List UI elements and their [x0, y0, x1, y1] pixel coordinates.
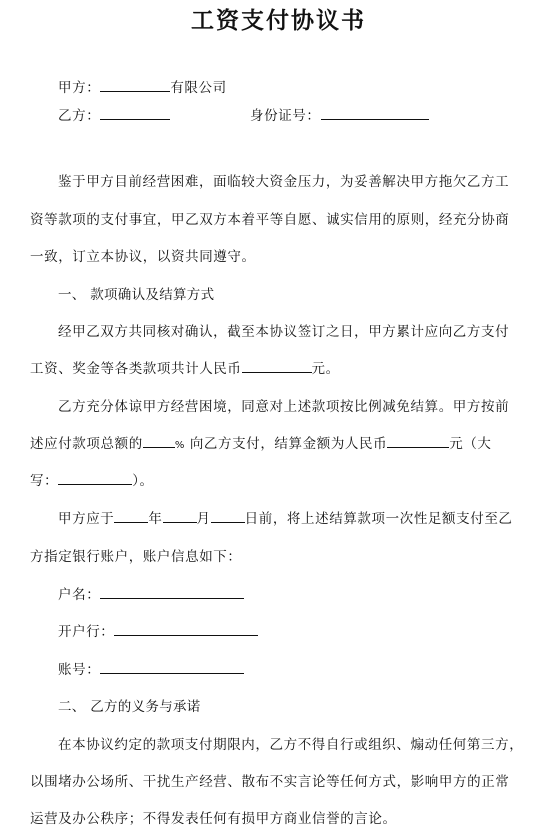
id-number-blank [321, 105, 429, 120]
party-a-blank [100, 77, 170, 92]
year-blank [114, 508, 148, 523]
party-a-label: 甲方： [58, 80, 101, 96]
intro-line-3: 一致，订立本协议，以资共同遵守。 [30, 249, 256, 265]
account-name-blank [100, 584, 244, 599]
party-b-blank [100, 105, 170, 120]
section-2-para-line-2: 以围堵办公场所、干扰生产经营、散布不实言论等任何方式，影响甲方的正常 [30, 774, 510, 790]
bank-line: 开户行： [58, 620, 258, 640]
document-title: 工资支付协议书 [191, 7, 366, 34]
account-number-line: 账号： [58, 658, 244, 678]
account-name-line: 户名： [58, 583, 244, 603]
section-1-para-3-line-1: 甲方应于 年 月 日前，将上述结算款项一次性足额支付至乙 [58, 507, 513, 527]
party-a-suffix: 有限公司 [170, 80, 227, 96]
intro-line-1: 鉴于甲方目前经营困难，面临较大资金压力，为妥善解决甲方拖欠乙方工 [58, 174, 510, 190]
id-number-label: 身份证号： [250, 108, 321, 124]
percent-blank [143, 433, 175, 448]
section-2-para-line-1: 在本协议约定的款项支付期限内，乙方不得自行或组织、煽动任何第三方， [58, 737, 524, 753]
section-1-heading: 一、 款项确认及结算方式 [58, 287, 215, 303]
section-1-para-1-line-2: 工资、奖金等各类款项共计人民币 元。 [30, 357, 340, 377]
settlement-amount-blank [387, 433, 449, 448]
section-1-para-2-line-3: 写： ）。 [30, 469, 154, 489]
account-number-blank [100, 659, 244, 674]
section-2-para-line-3: 运营及办公秩序；不得发表任何有损甲方商业信誉的言论。 [30, 811, 397, 827]
intro-line-2: 资等款项的支付事宜，甲乙双方本着平等自愿、诚实信用的原则，经充分协商 [30, 212, 510, 228]
section-1-para-1-line-1: 经甲乙双方共同核对确认，截至本协议签订之日，甲方累计应向乙方支付 [58, 324, 510, 340]
total-amount-blank [242, 358, 312, 373]
day-blank [211, 508, 245, 523]
amount-in-words-blank [58, 470, 132, 485]
section-1-para-3-line-2: 方指定银行账户，账户信息如下： [30, 549, 242, 565]
bank-blank [114, 621, 258, 636]
party-b-line [58, 104, 170, 124]
section-2-heading: 二、 乙方的义务与承诺 [58, 699, 201, 715]
party-a-line [58, 76, 227, 96]
month-blank [163, 508, 197, 523]
section-1-para-2-line-2: 述应付款项总额的 % 向乙方支付，结算金额为人民币 元（大 [30, 432, 492, 452]
id-number-line [250, 104, 429, 124]
section-1-para-2-line-1: 乙方充分体谅甲方经营困境，同意对上述款项按比例减免结算。甲方按前 [58, 399, 510, 415]
party-b-label: 乙方： [58, 108, 101, 124]
